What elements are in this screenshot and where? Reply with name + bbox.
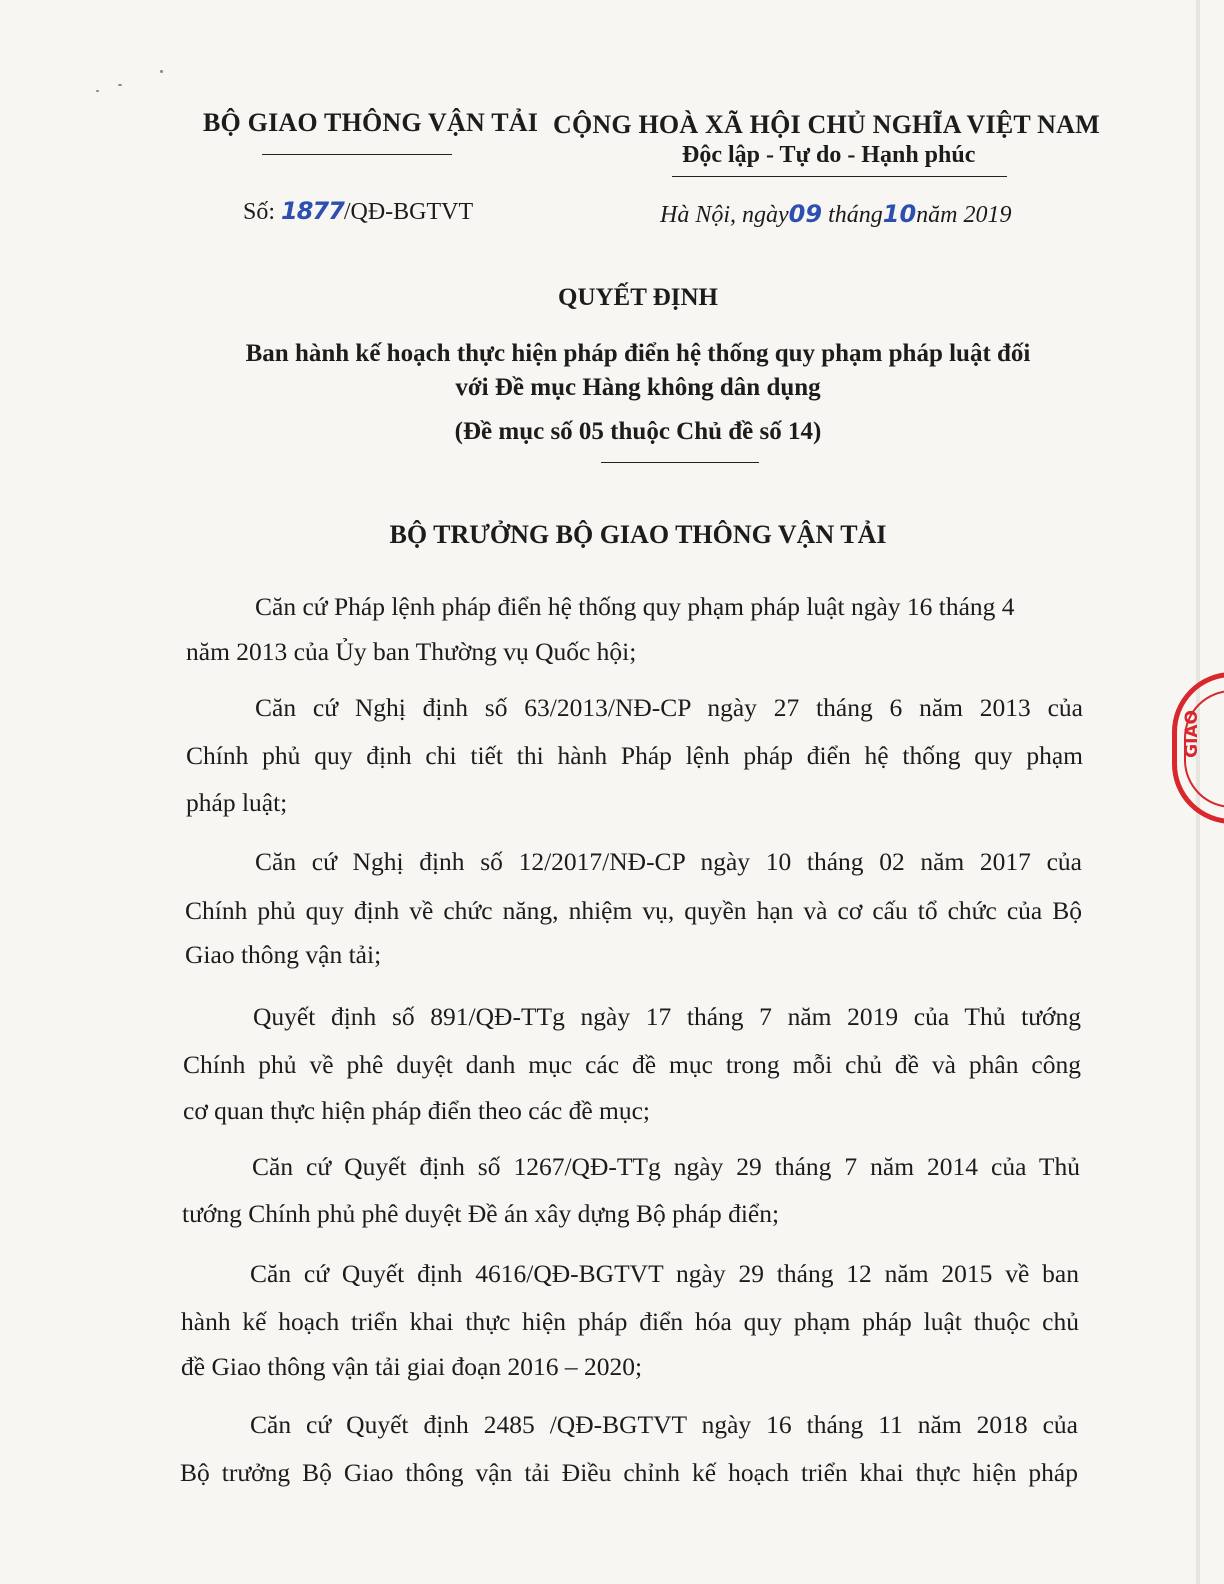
body-line: cơ quan thực hiện pháp điển theo các đề mục; — [183, 1096, 651, 1125]
subject-line: với Đề mục Hàng không dân dụng — [455, 374, 821, 401]
ministry-name: BỘ GIAO THÔNG VẬN TẢI — [203, 108, 539, 137]
subject-underline — [601, 462, 759, 463]
body-line: Quyết định số 891/QĐ-TTg ngày 17 tháng 7 năm 2019 của Thủ tướng — [253, 1002, 1081, 1031]
ministry-underline — [262, 154, 452, 155]
republic-name: CỘNG HOÀ XÃ HỘI CHỦ NGHĨA VIỆT NAM — [553, 110, 1100, 139]
body-line: pháp luật; — [186, 788, 288, 817]
body-line: Giao thông vận tải; — [185, 940, 382, 969]
year-text: năm 2019 — [916, 202, 1012, 228]
body-line: Căn cứ Quyết định số 1267/QĐ-TTg ngày 29 tháng 7 năm 2014 của Thủ — [252, 1152, 1080, 1181]
body-line: tướng Chính phủ phê duyệt Đề án xây dựng Bộ pháp điển; — [182, 1199, 780, 1228]
number-suffix: /QĐ-BGTVT — [343, 199, 474, 225]
month-label: tháng — [822, 202, 883, 228]
subject-line: Ban hành kế hoạch thực hiện pháp điển hệ thống quy phạm pháp luật đối — [245, 340, 1031, 367]
body-line: Chính phủ về phê duyệt danh mục các đề mục trong mỗi chủ đề và phân công — [183, 1050, 1081, 1079]
body-line: Chính phủ quy định về chức năng, nhiệm vụ, quyền hạn và cơ cấu tổ chức của Bộ — [185, 896, 1082, 925]
scan-speck — [160, 70, 163, 73]
body-line: Căn cứ Nghị định số 12/2017/NĐ-CP ngày 10 tháng 02 năm 2017 của — [255, 847, 1082, 876]
body-line: Căn cứ Pháp lệnh pháp điển hệ thống quy phạm pháp luật ngày 16 tháng 4 — [255, 592, 1015, 621]
scan-speck — [96, 90, 99, 92]
body-line: Căn cứ Quyết định 4616/QĐ-BGTVT ngày 29 tháng 12 năm 2015 về ban — [250, 1259, 1079, 1288]
document-number — [243, 197, 473, 226]
body-line: hành kế hoạch triển khai thực hiện pháp điển hóa quy phạm pháp luật thuộc chủ — [181, 1307, 1079, 1336]
body-line: Căn cứ Quyết định 2485 /QĐ-BGTVT ngày 16 tháng 11 năm 2018 của — [250, 1410, 1078, 1439]
document-type-title: QUYẾT ĐỊNH — [558, 284, 718, 311]
motto-underline — [672, 176, 1007, 177]
scan-speck — [118, 84, 122, 86]
subject-line: (Đề mục số 05 thuộc Chủ đề số 14) — [454, 418, 822, 445]
handwritten-day: 09 — [788, 200, 823, 228]
handwritten-number: 1877 — [281, 197, 344, 225]
place-and-date — [660, 200, 1012, 229]
handwritten-month: 10 — [882, 200, 917, 228]
body-line: đề Giao thông vận tải giai đoạn 2016 – 2020; — [181, 1352, 643, 1381]
body-line: Bộ trưởng Bộ Giao thông vận tải Điều chỉnh kế hoạch triển khai thực hiện pháp — [180, 1458, 1078, 1487]
place-prefix: Hà Nội, ngày — [660, 202, 789, 228]
national-motto: Độc lập - Tự do - Hạnh phúc — [682, 142, 976, 168]
number-prefix: Số: — [243, 199, 282, 225]
issuer-title: BỘ TRƯỞNG BỘ GIAO THÔNG VẬN TẢI — [389, 520, 887, 549]
body-line: năm 2013 của Ủy ban Thường vụ Quốc hội; — [186, 637, 637, 666]
seal-text: GIAO — [1182, 710, 1202, 758]
body-line: Chính phủ quy định chi tiết thi hành Pháp lệnh pháp điển hệ thống quy phạm — [186, 741, 1083, 770]
body-line: Căn cứ Nghị định số 63/2013/NĐ-CP ngày 27 tháng 6 năm 2013 của — [255, 693, 1083, 722]
